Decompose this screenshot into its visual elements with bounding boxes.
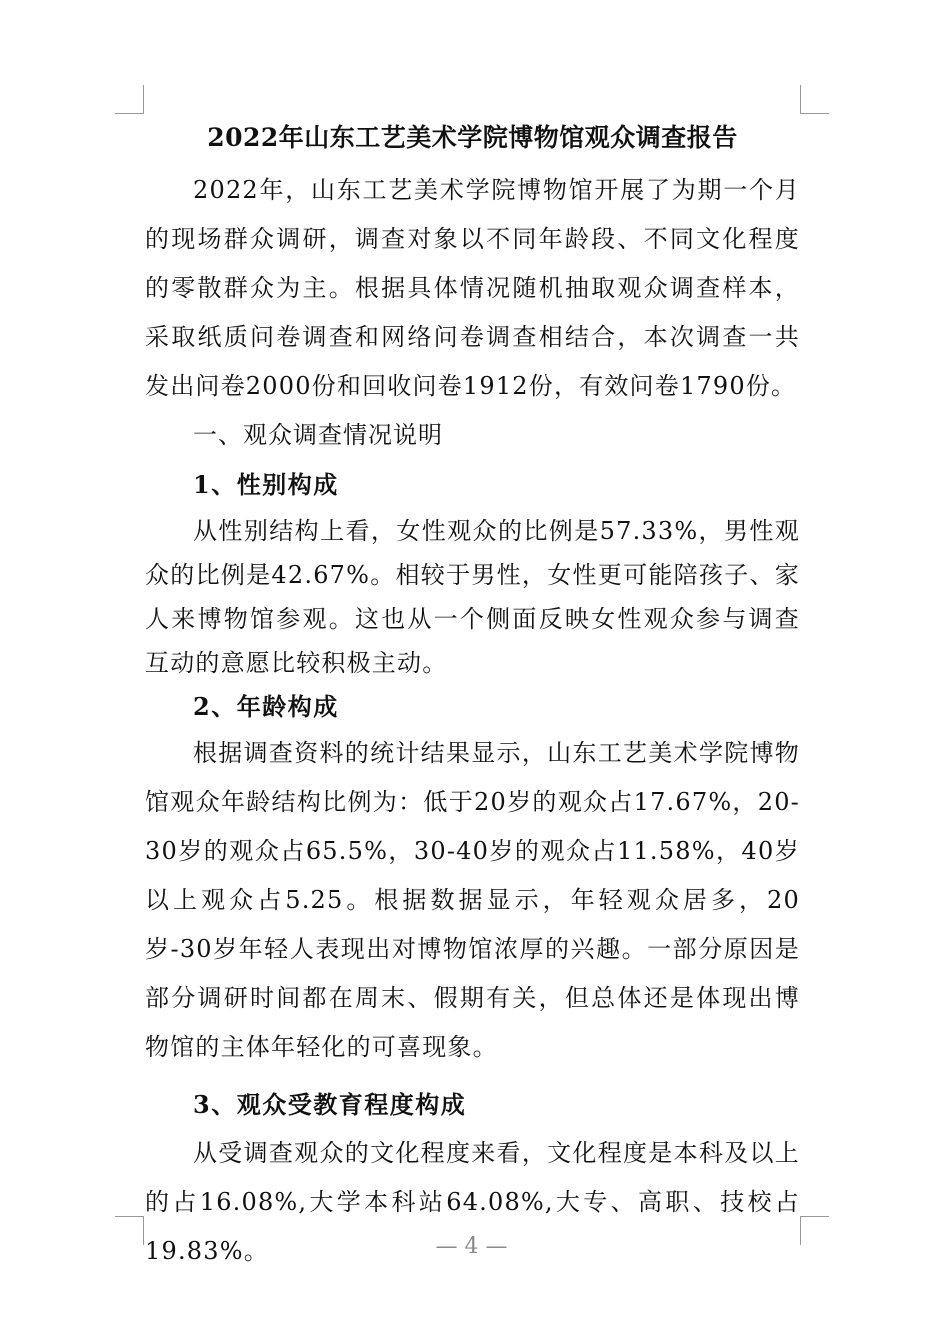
intro-paragraph: 2022年，山东工艺美术学院博物馆开展了为期一个月的现场群众调研，调查对象以不同年龄段、不同文化程度的零散群众为主。根据具体情况随机抽取观众调查样本，采取纸质问卷调查和网络问卷调查相结合，本次调查一共发出问卷2000份和回收问卷1912份，有效问卷1790份。 bbox=[145, 176, 800, 400]
document-body bbox=[145, 118, 800, 1276]
subsection-heading-education: 3、观众受教育程度构成 bbox=[193, 1090, 467, 1119]
page-number: — 4 — bbox=[435, 1234, 508, 1259]
section-heading-1: 一、观众调查情况说明 bbox=[193, 421, 443, 449]
crop-mark-top-right bbox=[800, 85, 829, 114]
crop-mark-top-left bbox=[115, 85, 144, 114]
gender-paragraph: 从性别结构上看，女性观众的比例是57.33%，男性观众的比例是42.67%。相较于男性，女性更可能陪孩子、家人来博物馆参观。这也从一个侧面反映女性观众参与调查互动的意愿比较积极主动。 bbox=[145, 517, 800, 677]
education-paragraph: 从受调查观众的文化程度来看，文化程度是本科及以上的占16.08%,大学本科站64.08%,大专、高职、技校占19.83%。 bbox=[145, 1139, 800, 1265]
age-paragraph: 根据调查资料的统计结果显示，山东工艺美术学院博物馆观众年龄结构比例为：低于20岁的观众占17.67%，20-30岁的观众占65.5%，30-40岁的观众占11.58%，40岁以上观众占5.25。根据数据显示，年轻观众居多，20岁-30岁年轻人表现出对博物馆浓厚的兴趣。一部分原因是部分调研时间都在周末、假期有关，但总体还是体现出博物馆的主体年轻化的可喜现象。 bbox=[145, 739, 800, 1061]
subsection-heading-gender: 1、性别构成 bbox=[193, 470, 339, 499]
subsection-heading-age: 2、年龄构成 bbox=[193, 692, 339, 721]
document-title: 2022年山东工艺美术学院博物馆观众调查报告 bbox=[207, 123, 738, 152]
